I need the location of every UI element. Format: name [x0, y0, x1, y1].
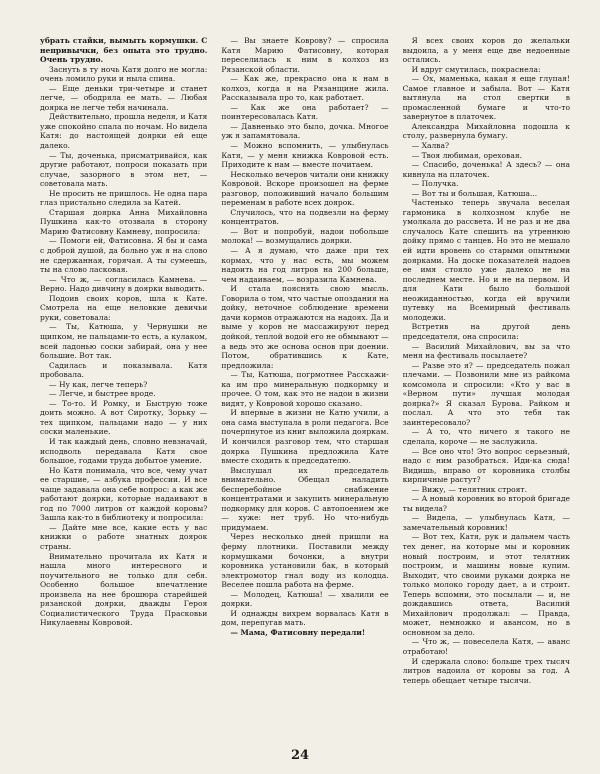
paragraph: Я всех своих коров до желальки выдоила, а у меня еще две недоенные остались. — [402, 36, 570, 65]
paragraph: — Вы знаете Коврову? — спросила Катя Марию Фатисовну, которая переселилась к ним в колхоз из Рязанской области. — [221, 36, 389, 74]
paragraph: — Как же она работает? — поинтересовалась Катя. — [221, 102, 389, 122]
paragraph: Александра Михайловна подошла к столу, развернула бумагу. — [402, 121, 570, 141]
paragraph: — Василий Михайлович, вы за что меня на фестиваль посылаете? — [402, 341, 570, 361]
paragraph: — Что ж, — согласилась Камнева. — Верно. Надо дивчину в доярки выводить. — [40, 274, 208, 294]
paragraph: Но Катя понимала, что все, чему учат ее старшие, — азбука профессии. И все чаще задавала она себе вопрос: а как же работают доярки, которые надаивают в год по 7000 литров от каждой коровы? Зашла как-то в библиотеку и попросила: — [40, 465, 208, 523]
column-3 — [403, 36, 570, 740]
paragraph: — Давненько это было, дочка. Многое уж я запамятовала. — [221, 121, 389, 141]
paragraph: Внимательно прочитала их Катя и нашла много интересного и поучительного не только для себя. Особенно большое впечатление произвела на нее брошюра старейшей рязанской доярки, дважды Героя Социалистического Труда Прасковьи Никулаевны Ковровой. — [40, 551, 208, 628]
paragraph: — Разве это я? — председатель пожал плечами. — Позвонили мне из райкома комсомола и спросили: «Кто у вас в «Верном пути» лучшая молодая доярка?» Я сказал Бурова. Райком и послал. А что это тебя так заинтересовало? — [402, 360, 570, 427]
column-2 — [221, 36, 388, 740]
paragraph: Не просить не пришлось. Не одна пара глаз пристально следила за Катей. — [40, 188, 208, 208]
paragraph: И сдержала слово: больше трех тысяч литров надоила от коровы за год. А теперь обещает четыре тысячи. — [402, 656, 570, 685]
paragraph: — Ты, доченька, присматривайся, как другие работают, попроси показать при случае, зазорного в этом нет, — советовала мать. — [40, 150, 208, 189]
paragraph: И впервые в жизни не Катю учили, а она сама выступала в роли педагога. Все почерпнутое из книг выложила дояркам. И кончился разговор тем, что старшая доярка Пушкина предложила Кате вместе сходить к председателю. — [221, 408, 389, 466]
paragraph: — Получка. — [411, 179, 459, 189]
paragraph: Старшая доярка Анна Михайловна Пушкина как-то отозвала в сторону Марию Фатисовну Камневу, попросила: — [40, 207, 208, 236]
paragraph: — А новый коровник во второй бригаде ты видела? — [402, 494, 570, 513]
paragraph: — Видела, — улыбнулась Катя, — замечательный коровник! — [402, 513, 570, 532]
paragraph: — Что ж, — повеселела Катя, — аванс отработаю! — [402, 637, 570, 656]
paragraph: — Спасибо, доченька! А здесь? — она кивнула на платочек. — [402, 160, 570, 179]
paragraph: — Ох, маменька, какая я еще глупая! Самое главное и забыла. Вот — Катя вытянула на стол свертки в промасленной бумаге и что-то завернутое в платочек. — [402, 74, 570, 122]
paragraph: — Все оно что! Это вопрос серьезный, надо с ним разобраться. Иди-ка сюда! Видишь, вправо от коровника столбы кирпичные растут? — [402, 446, 570, 485]
paragraph: Через несколько дней пришли на ферму плотники. Поставили между кормушками бочонки, а внутри коровника установили бак, в который электромотор гнал воду из колодца. Веселее пошла работа на ферме. — [221, 532, 389, 590]
paragraph: — Мама, Фатисовну передали! — [230, 627, 366, 637]
paragraph: Заснуть в ту ночь Катя долго не могла: очень ломило руки и ныла спина. — [40, 64, 208, 84]
paragraph: И вдруг смутилась, покраснела: — [411, 64, 541, 74]
paragraph: Частенько теперь звучала веселая гармоника в колхозном клубе не умолкала до рассвета. И не раз и не два случалось Кате спешить на утреннюю дойку прямо с танцев. Но это не мешало ей идти вровень со старыми опытными доярками. На доске показателей надоев ее имя стояло уже далеко не на последнем месте. Но и не на первом. И для Кати было большой неожиданностью, когда ей вручили путевку на Всемирный фестиваль молодежи. — [402, 198, 570, 322]
paragraph: — Ты, Катюша, у Чернушки не щипком, не пальцами-то есть, а кулаком, всей ладонью соски забирай, она у нее большие. Вот так. — [40, 322, 208, 361]
paragraph: — Еще деньки три-четыре и станет легче, — ободряла ее мать. — Любая доярка не легче тебя начинала. — [40, 83, 208, 112]
paragraph: И так каждый день, словно невзначай, исподволь передавала Катя свое большое, годами труда добытое умение. — [40, 436, 208, 466]
text-columns — [40, 36, 570, 740]
paragraph: — Вижу, — телятник строят. — [411, 484, 527, 494]
paragraph: Выслушал их председатель внимательно. Обещал наладить бесперебойное снабжение концентратами и закупить минеральную подкормку для коров. С автопоением же — хуже: нет труб. Но что-нибудь придумаем. — [221, 465, 389, 532]
page-number: 24 — [290, 748, 310, 763]
paragraph: И стала пояснять свою мысль. Говорила о том, что частые опоздания на дойку, неточное соблюдение времени дачи кормов отражаются на надоях. Да и выме у коров не массажируют перед дойкой, теплой водой его не обмывают — а ведь это же основа основ при доении. Потом, обратившись к Кате, предложила: — [221, 284, 389, 370]
paragraph: — Дайте мне все, какие есть у вас книжки о работе знатных доярок страны. — [40, 522, 208, 551]
paragraph: Несколько вечеров читали они книжку Ковровой. Вскоре произошел на ферме разговор, положивший начало большим переменам в работе всех доярок. — [221, 169, 389, 208]
paragraph: — То-то. И Ромку, и Быструю тоже доить можно. А вот Сиротку, Зорьку — тех щипком, пальцами надо — у них соски маленькие. — [40, 398, 208, 437]
paragraph: — Ты, Катюша, погрмотнее Расскажи-ка им про минеральную подкормку и прочее. О том, как это не надои в жизни видят, у Ковровой хорошо сказано. — [221, 370, 389, 408]
paragraph: — Легче, и быстрее вроде. — [49, 389, 156, 399]
paragraph: Действительно, прошла неделя, и Катя уже спокойно спала по ночам. Но видела Катя: до настоящей доярки ей еще далеко. — [40, 112, 208, 151]
paragraph: И однажды вихрем ворвалась Катя в дом, перепугав мать. — [221, 608, 389, 628]
paragraph: — Ну как, легче теперь? — [49, 379, 148, 389]
column-1 — [40, 36, 207, 740]
paragraph: — А я думаю, что даже при тех кормах, что у нас есть, мы можем надоить на год литров на 200 больше, чем надаиваем, — возразила Камнева. — [221, 246, 389, 284]
paragraph: — Халва? — [411, 141, 450, 151]
paragraph: — Вот ты и большая, Катюша... — [411, 188, 538, 198]
paragraph: — Можно вспомнить, — улыбнулась Катя, — у меня книжка Ковровой есть. Приходите к нам — вместе почитаем. — [221, 141, 389, 170]
paragraph: — Вот и попробуй, надои побольше молока! — возмущались доярки. — [221, 226, 389, 246]
paragraph: Случилось, что на подвезли на ферму концентратов. — [221, 207, 389, 227]
paragraph: — Молодец, Катюша! — хвалили ее доярки. — [221, 589, 389, 609]
paragraph: Садилась и показывала. Катя пробовала. — [40, 360, 208, 380]
paragraph: — А то, что ничего я такого не сделала, короче — не заслужила. — [402, 427, 570, 446]
paragraph: убрать стайки, вымыть кормушки. С непривычки, без опыта это трудно. Очень трудно. — [40, 36, 208, 65]
paragraph: Встретив на другой день председателя, она спросила: — [402, 322, 570, 341]
paragraph: Подоив своих коров, шла к Кате. Смотрела на еще неловкие девичьи руки, советовала: — [40, 293, 208, 322]
paragraph: — Вот тех, Катя, рук и дальнем часть тех денег, на которые мы и коровник новый построим, и этот телятник построим, и машины новые купим. Выходит, что своими руками доярка не только молоко городу дает, а и строит. Теперь вспомни, это посылали — и, не дождавшись ответа, Василий Михайлович продолжал: — Правда, может, немножко и авансом, но в основном за дело. — [402, 532, 570, 637]
paragraph: — Как же, прекрасно она к нам в колхоз, когда я на Рязанщине жила. Рассказывала про то, как работает. — [221, 74, 389, 103]
paragraph: — Помоги ей, Фатисовна. Я бы и сама с доброй душой, да больно уж я на слово не сдержанная, горячая. А ты сумеешь, ты на слово ласковая. — [40, 236, 208, 275]
paragraph: — Твоя любимая, ореховая. — [411, 150, 523, 160]
